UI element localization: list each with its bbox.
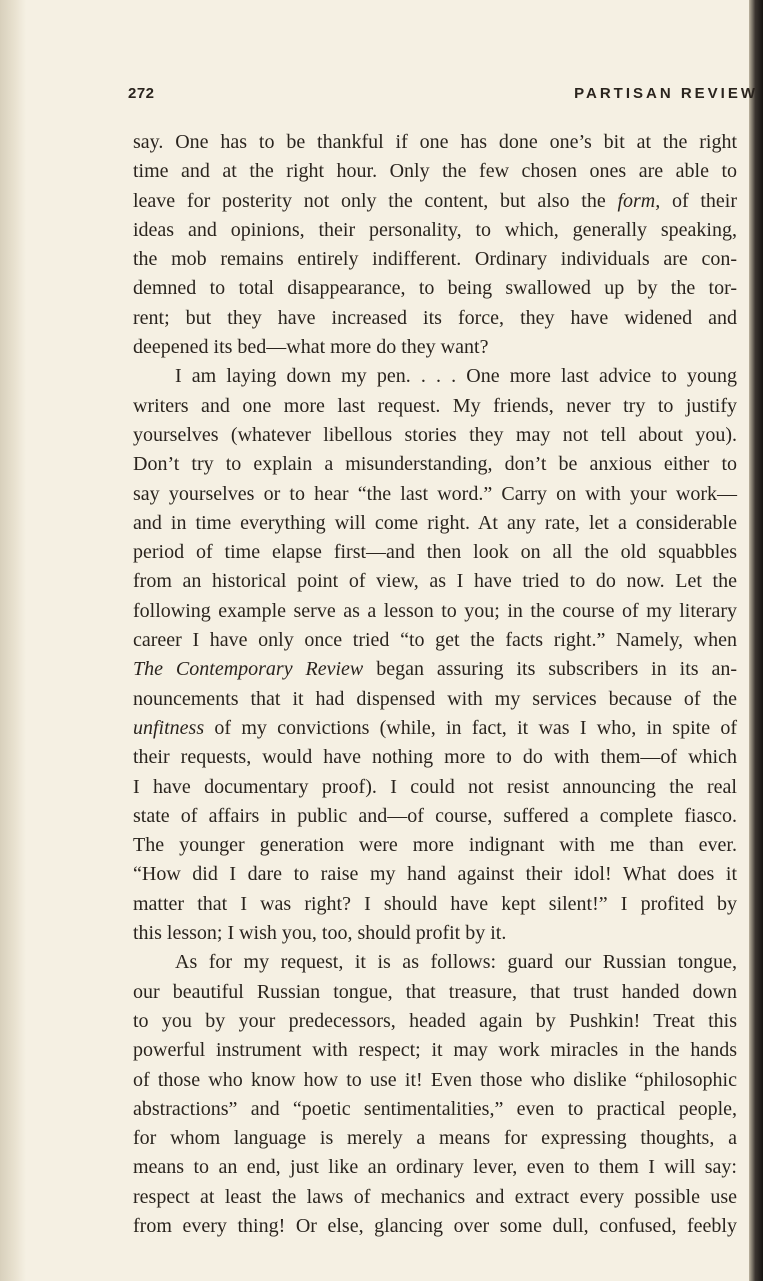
text-line: from an historical point of view, as I have tried to do now. Let the [133,570,737,593]
text-line: to you by your predecessors, headed again by Pushkin! Treat this [133,1009,737,1032]
text-line: say. One has to be thankful if one has done one’s bit at the right [133,131,737,153]
italic-text: form, [617,189,661,212]
text-line: period of time elapse first—and then look on all the old squabbles [133,541,737,564]
text-line: As for my request, it is as follows: guard our Russian tongue, [175,951,737,974]
text-line: Don’t try to explain a misunderstanding, don’t be anxious either to [133,453,737,476]
text-line: leave for posterity not only the content, but also the form, of their [133,189,738,212]
text-line: matter that I was right? I should have kept silent!” I profited by [133,892,737,915]
text-line: rent; but they have increased its force, they have widened and [133,306,737,329]
page-gutter [0,0,26,1281]
running-head [128,85,758,107]
text-line: say yourselves or to hear “the last word.” Carry on with your work— [133,482,737,505]
text-line: the mob remains entirely indifferent. Ordinary individuals are con- [133,248,737,271]
page-number: 272 [128,85,155,102]
text-line: means to an end, just like an ordinary lever, even to them I will say: [133,1156,737,1179]
text-line: The Contemporary Review began assuring its subscribers in its an- [133,658,738,681]
text-line: deepened its bed—what more do they want? [133,336,489,359]
page-edge-shadow [749,0,763,1281]
text-line: our beautiful Russian tongue, that treasure, that trust handed down [133,980,737,1003]
body-text [133,128,737,1241]
text-line: time and at the right hour. Only the few chosen ones are able to [133,160,737,183]
text-line: ideas and opinions, their personality, to which, generally speaking, [133,218,737,241]
italic-text: The Contemporary Review [133,658,364,681]
text-line: their requests, would have nothing more to do with them—of which [133,746,737,769]
text-line: powerful instrument with respect; it may work miracles in the hands [133,1039,737,1062]
text-line: yourselves (whatever libellous stories they may not tell about you). [133,423,737,446]
text-line: following example serve as a lesson to you; in the course of my literary [133,599,737,622]
text-line: career I have only once tried “to get the facts right.” Namely, when [133,629,737,652]
text-line: unfitness of my convictions (while, in fact, it was I who, in spite of [133,716,737,739]
text-line: and in time everything will come right. At any rate, let a considerable [133,511,737,534]
text-line: this lesson; I wish you, too, should profit by it. [133,922,507,945]
text-line: writers and one more last request. My friends, never try to justify [133,394,737,417]
text-line: abstractions” and “poetic sentimentalities,” even to practical people, [133,1097,737,1120]
journal-title: PARTISAN REVIEW [574,85,758,102]
text-line: respect at least the laws of mechanics and extract every possible use [133,1185,737,1208]
text-line: I am laying down my pen. . . . One more last advice to young [175,365,737,388]
text-line: nouncements that it had dispensed with my services because of the [133,687,737,710]
text-line: demned to total disappearance, to being swallowed up by the tor- [133,277,737,300]
italic-text: unfitness [133,716,205,739]
text-line: state of affairs in public and—of course, suffered a complete fiasco. [133,804,737,827]
text-line: The younger generation were more indignant with me than ever. [133,834,737,857]
text-line: from every thing! Or else, glancing over some dull, confused, feebly [133,1214,737,1237]
text-line: “How did I dare to raise my hand against their idol! What does it [133,863,737,886]
text-line: I have documentary proof). I could not resist announcing the real [133,775,737,798]
text-line: for whom language is merely a means for expressing thoughts, a [133,1127,737,1150]
text-line: of those who know how to use it! Even those who dislike “philosophic [133,1068,737,1091]
